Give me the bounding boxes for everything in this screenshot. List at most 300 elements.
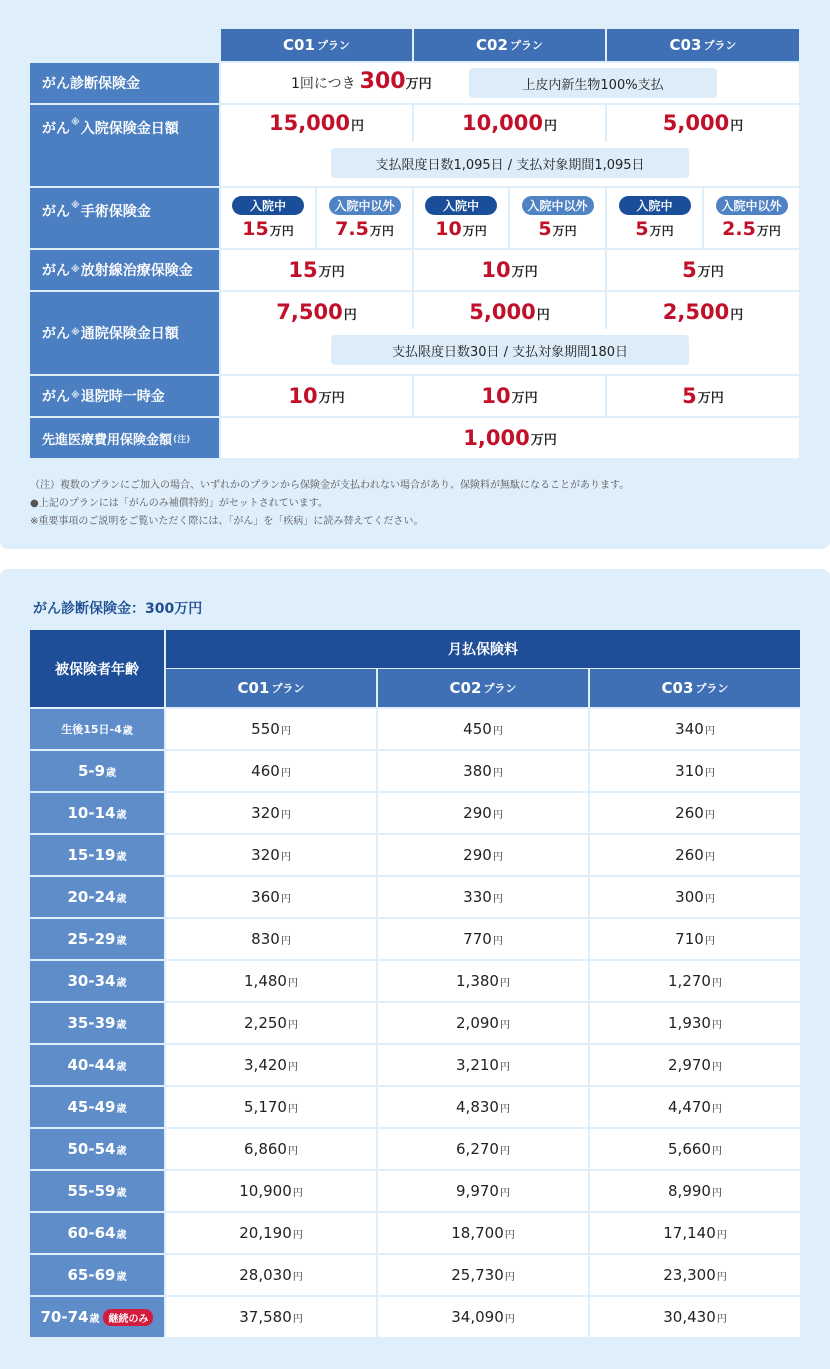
premium-amount: 37,580: [239, 1308, 292, 1326]
age-cell: [30, 1129, 164, 1169]
value-unit: 万円: [269, 224, 294, 238]
discharge-value-c02: [414, 376, 605, 416]
premium-plan-header-c02: [378, 669, 588, 707]
note-mark: ※: [71, 391, 80, 401]
divider: [605, 105, 607, 142]
yen-unit: 円: [280, 809, 291, 821]
premium-cell: [378, 1087, 588, 1127]
advanced-value: [221, 418, 799, 458]
premium-amount: 4,830: [456, 1098, 499, 1116]
premium-cell: [166, 1255, 376, 1295]
age-unit: 歳: [106, 767, 117, 779]
yen-unit: 円: [287, 1103, 298, 1115]
premium-amount: 290: [463, 846, 492, 864]
yen-unit: 円: [492, 767, 503, 779]
diagnosis-amount: [291, 69, 432, 94]
row-label-hospitalization: [30, 105, 219, 186]
premium-amount: 830: [251, 930, 280, 948]
note-mark: ※: [71, 265, 80, 275]
value-unit: 万円: [511, 390, 538, 406]
plan-suffix: プラン: [509, 39, 543, 52]
age-range: 5-9: [77, 762, 106, 780]
premium-cell: [590, 751, 800, 791]
value-unit: 万円: [462, 224, 487, 238]
footnotes: [30, 477, 800, 531]
age-range: 20-24: [67, 888, 116, 906]
age-cell: [30, 961, 164, 1001]
premium-amount: 34,090: [451, 1308, 504, 1326]
age-header: 被保険者年齢: [30, 630, 164, 707]
value-number: 10: [288, 384, 318, 408]
value-number: 5: [682, 258, 697, 282]
diagnosis-prefix: 1回につき: [291, 76, 356, 92]
premium-amount: 330: [463, 888, 492, 906]
label-post: 退院時一時金: [80, 389, 165, 405]
outpatient-note: 支払限度日数30日 / 支払対象期間180日: [331, 335, 689, 365]
age-cell: [30, 1213, 164, 1253]
premium-amount: 2,250: [244, 1014, 287, 1032]
yen-unit: 円: [492, 935, 503, 947]
radiation-value-c01: [221, 250, 412, 290]
premium-cell: [378, 793, 588, 833]
age-unit: 歳: [116, 1229, 127, 1241]
surgery-c02-outpatient: [510, 188, 605, 248]
age-range: 生後15日-4: [61, 723, 122, 736]
yen-unit: 円: [287, 1061, 298, 1073]
premium-cell: [378, 961, 588, 1001]
premium-amount: 320: [251, 846, 280, 864]
plan-suffix: プラン: [316, 39, 350, 52]
value-unit: 万円: [552, 224, 577, 238]
yen-unit: 円: [711, 977, 722, 989]
premium-cell: [378, 1003, 588, 1043]
value-unit: 円: [544, 119, 558, 134]
row-label-outpatient: [30, 292, 219, 374]
value-number: 5: [538, 218, 552, 240]
row-label-surgery: [30, 188, 219, 248]
yen-unit: 円: [287, 1019, 298, 1031]
premium-cell: [166, 1087, 376, 1127]
hospitalization-value-c02: [414, 111, 605, 135]
yen-unit: 円: [287, 1145, 298, 1157]
age-cell: [30, 709, 164, 749]
yen-unit: 円: [280, 767, 291, 779]
yen-unit: 円: [292, 1313, 303, 1325]
premium-cell: [166, 1129, 376, 1169]
age-unit: 歳: [116, 1103, 127, 1115]
plan-header-c02: [414, 29, 605, 61]
yen-unit: 円: [492, 809, 503, 821]
premium-cell: [166, 1003, 376, 1043]
footnote: （注）複数のプランにご加入の場合、いずれかのプランから保険金が支払われない場合があり、保険料が無駄になることがあります。: [30, 480, 630, 491]
premium-cell: [166, 1297, 376, 1337]
yen-unit: 円: [292, 1271, 303, 1283]
value-number: 15,000: [268, 111, 351, 135]
premium-cell: [378, 1171, 588, 1211]
yen-unit: 円: [704, 725, 715, 737]
value-number: 1,000: [463, 426, 530, 450]
plan-code: C01: [237, 679, 270, 697]
yen-unit: 円: [504, 1229, 515, 1241]
premium-cell: [590, 1171, 800, 1211]
value-unit: 円: [730, 308, 744, 323]
premium-cell: [166, 793, 376, 833]
premium-cell: [590, 877, 800, 917]
premium-amount: 3,420: [244, 1056, 287, 1074]
outpatient-value-c02: [414, 300, 605, 324]
value-unit: 円: [536, 308, 550, 323]
value-unit: 万円: [697, 390, 724, 406]
value-number: 15: [242, 218, 269, 240]
plan-code: C02: [449, 679, 482, 697]
age-range: 10-14: [67, 804, 116, 822]
premium-cell: [166, 709, 376, 749]
age-unit: 歳: [122, 725, 133, 737]
yen-unit: 円: [704, 893, 715, 905]
age-cell: [30, 1087, 164, 1127]
age-range: 45-49: [67, 1098, 116, 1116]
outpatient-value-c01: [221, 300, 412, 324]
age-unit: 歳: [116, 851, 127, 863]
premium-amount: 460: [251, 762, 280, 780]
premium-cell: [590, 1255, 800, 1295]
yen-unit: 円: [504, 1271, 515, 1283]
value-number: 7,500: [276, 300, 343, 324]
age-unit: 歳: [116, 1187, 127, 1199]
premium-amount: 4,470: [668, 1098, 711, 1116]
value-number: 2.5: [722, 218, 756, 240]
label-post: 通院保険金日額: [80, 326, 179, 342]
value-unit: 円: [343, 308, 357, 323]
hospitalization-value-c03: [607, 111, 799, 135]
yen-unit: 円: [499, 1187, 510, 1199]
plan-code: C02: [476, 36, 508, 54]
label-post: 入院保険金日額: [80, 121, 179, 137]
premium-cell: [166, 1045, 376, 1085]
premium-cell: [590, 1045, 800, 1085]
premium-cell: [590, 961, 800, 1001]
premium-cell: [166, 919, 376, 959]
value-number: 5: [635, 218, 649, 240]
age-unit: 歳: [116, 893, 127, 905]
value-number: 10: [481, 384, 511, 408]
yen-unit: 円: [499, 1103, 510, 1115]
premium-amount: 380: [463, 762, 492, 780]
yen-unit: 円: [499, 1061, 510, 1073]
age-unit: 歳: [116, 1271, 127, 1283]
premium-amount: 30,430: [663, 1308, 716, 1326]
premium-amount: 1,930: [668, 1014, 711, 1032]
value-unit: 万円: [649, 224, 674, 238]
row-label-advanced: [30, 418, 219, 458]
divider: [605, 292, 607, 329]
label-post: 放射線治療保険金: [80, 263, 193, 279]
yen-unit: 円: [280, 851, 291, 863]
radiation-value-c02: [414, 250, 605, 290]
premium-cell: [590, 1213, 800, 1253]
plan-suffix: プラン: [695, 682, 729, 695]
outpatient-cell: [221, 292, 799, 374]
plan-suffix: プラン: [483, 682, 517, 695]
age-cell: [30, 877, 164, 917]
divider: [412, 105, 414, 142]
premium-amount: 290: [463, 804, 492, 822]
premium-amount: 17,140: [663, 1224, 716, 1242]
yen-unit: 円: [280, 935, 291, 947]
outpatient-pill: 入院中以外: [329, 196, 401, 215]
diagnosis-note: 上皮内新生物100%支払: [469, 68, 717, 98]
premium-amount: 20,190: [239, 1224, 292, 1242]
yen-unit: 円: [280, 893, 291, 905]
age-range: 55-59: [67, 1182, 116, 1200]
plan-suffix: プラン: [271, 682, 305, 695]
premium-cell: [590, 1003, 800, 1043]
hospitalization-note: 支払限度日数1,095日 / 支払対象期間1,095日: [331, 148, 689, 178]
yen-unit: 円: [492, 851, 503, 863]
label-pre: がん: [42, 263, 70, 279]
hospitalization-cell: [221, 105, 799, 186]
premium-amount: 770: [463, 930, 492, 948]
label-pre: がん: [42, 204, 70, 220]
yen-unit: 円: [711, 1187, 722, 1199]
premium-amount: 5,660: [668, 1140, 711, 1158]
label-text: 先進医療費用保険金額: [42, 432, 173, 448]
note-mark: (注): [173, 434, 191, 445]
premium-amount: 360: [251, 888, 280, 906]
inpatient-pill: 入院中: [619, 196, 691, 215]
age-unit: 歳: [116, 809, 127, 821]
premium-amount: 3,210: [456, 1056, 499, 1074]
premium-cell: [590, 919, 800, 959]
hospitalization-value-c01: [221, 111, 412, 135]
premium-cell: [378, 1213, 588, 1253]
surgery-c01-outpatient: [317, 188, 412, 248]
value-unit: 万円: [756, 224, 781, 238]
age-unit: 歳: [89, 1313, 100, 1325]
age-cell: [30, 1255, 164, 1295]
age-range: 60-64: [67, 1224, 116, 1242]
premium-amount: 9,970: [456, 1182, 499, 1200]
value-unit: 万円: [511, 264, 538, 280]
outpatient-pill: 入院中以外: [716, 196, 788, 215]
yen-unit: 円: [504, 1313, 515, 1325]
age-unit: 歳: [116, 1145, 127, 1157]
yen-unit: 円: [711, 1019, 722, 1031]
yen-unit: 円: [499, 1145, 510, 1157]
premium-amount: 10,900: [239, 1182, 292, 1200]
premium-cell: [590, 709, 800, 749]
surgery-c03-inpatient: [607, 188, 702, 248]
value-number: 10,000: [461, 111, 544, 135]
premium-amount: 2,090: [456, 1014, 499, 1032]
premium-cell: [378, 1297, 588, 1337]
age-cell: [30, 793, 164, 833]
value-unit: 円: [351, 119, 365, 134]
label-pre: がん: [42, 389, 70, 405]
premium-amount: 320: [251, 804, 280, 822]
age-cell: [30, 1171, 164, 1211]
yen-unit: 円: [292, 1187, 303, 1199]
yen-unit: 円: [492, 893, 503, 905]
row-label-radiation: [30, 250, 219, 290]
premium-amount: 28,030: [239, 1266, 292, 1284]
premium-cell: [378, 751, 588, 791]
age-unit: 歳: [116, 935, 127, 947]
premium-amount: 8,990: [668, 1182, 711, 1200]
premium-amount: 2,970: [668, 1056, 711, 1074]
surgery-c03-outpatient: [704, 188, 799, 248]
age-cell: [30, 751, 164, 791]
age-unit: 歳: [116, 977, 127, 989]
label-pre: がん: [42, 121, 70, 137]
value-number: 5,000: [662, 111, 730, 135]
age-range: 30-34: [67, 972, 116, 990]
diagnosis-cell: [221, 63, 799, 103]
note-mark: ※: [71, 118, 80, 128]
age-cell: [30, 919, 164, 959]
yen-unit: 円: [492, 725, 503, 737]
yen-unit: 円: [704, 809, 715, 821]
premium-cell: [378, 709, 588, 749]
label-pre: がん: [42, 326, 70, 342]
value-unit: 万円: [530, 432, 557, 448]
inpatient-pill: 入院中: [232, 196, 304, 215]
value-number: 10: [435, 218, 462, 240]
yen-unit: 円: [499, 1019, 510, 1031]
age-range: 25-29: [67, 930, 116, 948]
premium-cell: [166, 1171, 376, 1211]
value-unit: 万円: [697, 264, 724, 280]
premium-cell: [378, 877, 588, 917]
premium-cell: [166, 751, 376, 791]
age-range: 15-19: [67, 846, 116, 864]
premium-cell: [378, 835, 588, 875]
note-mark: ※: [71, 201, 80, 211]
yen-unit: 円: [292, 1229, 303, 1241]
yen-unit: 円: [704, 851, 715, 863]
yen-unit: 円: [704, 767, 715, 779]
premium-plan-header-c03: [590, 669, 800, 707]
plan-suffix: プラン: [703, 39, 737, 52]
premium-amount: 550: [251, 720, 280, 738]
diagnosis-unit: 万円: [405, 77, 432, 92]
premium-cell: [590, 1087, 800, 1127]
note-mark: ※: [71, 328, 80, 338]
yen-unit: 円: [499, 977, 510, 989]
age-cell: [30, 1297, 164, 1337]
radiation-value-c03: [607, 250, 799, 290]
premium-table-title: がん診断保険金：300万円: [33, 601, 203, 617]
premiums-panel: [0, 569, 830, 1369]
premium-amount: 710: [675, 930, 704, 948]
yen-unit: 円: [280, 725, 291, 737]
age-cell: [30, 835, 164, 875]
yen-unit: 円: [704, 935, 715, 947]
yen-unit: 円: [711, 1061, 722, 1073]
premium-amount: 340: [675, 720, 704, 738]
value-unit: 万円: [369, 224, 394, 238]
value-number: 10: [481, 258, 511, 282]
premium-amount: 25,730: [451, 1266, 504, 1284]
value-number: 2,500: [662, 300, 730, 324]
premium-amount: 5,170: [244, 1098, 287, 1116]
premium-amount: 1,480: [244, 972, 287, 990]
premium-cell: [378, 1129, 588, 1169]
continue-only-badge: 継続のみ: [103, 1309, 153, 1326]
row-label-discharge: [30, 376, 219, 416]
premium-amount: 1,270: [668, 972, 711, 990]
age-cell: [30, 1003, 164, 1043]
premium-amount: 6,270: [456, 1140, 499, 1158]
premium-cell: [590, 835, 800, 875]
label-post: 手術保険金: [80, 204, 151, 220]
footnote: ※重要事項のご説明をご覧いただく際には、「がん」を「疾病」に読み替えてください。: [30, 516, 424, 527]
age-cell: [30, 1045, 164, 1085]
premium-cell: [378, 919, 588, 959]
yen-unit: 円: [716, 1313, 727, 1325]
premium-amount: 300: [675, 888, 704, 906]
premium-cell: [166, 961, 376, 1001]
yen-unit: 円: [716, 1271, 727, 1283]
age-unit: 歳: [116, 1019, 127, 1031]
premium-cell: [166, 877, 376, 917]
value-number: 5,000: [469, 300, 536, 324]
premium-cell: [166, 1213, 376, 1253]
row-label-diagnosis: [30, 63, 219, 103]
premium-cell: [590, 793, 800, 833]
premium-cell: [378, 1255, 588, 1295]
divider: [412, 292, 414, 329]
value-number: 5: [682, 384, 697, 408]
row-label-text: がん診断保険金: [42, 76, 140, 92]
premium-amount: 6,860: [244, 1140, 287, 1158]
value-unit: 万円: [318, 264, 345, 280]
value-number: 15: [288, 258, 318, 282]
premium-amount: 23,300: [663, 1266, 716, 1284]
value-number: 7.5: [335, 218, 369, 240]
outpatient-value-c03: [607, 300, 799, 324]
monthly-premium-header: 月払保険料: [166, 630, 800, 668]
yen-unit: 円: [287, 977, 298, 989]
premium-cell: [378, 1045, 588, 1085]
premium-amount: 310: [675, 762, 704, 780]
plan-code: C03: [661, 679, 694, 697]
plan-header-c03: [607, 29, 799, 61]
value-unit: 万円: [318, 390, 345, 406]
plan-code: C01: [283, 36, 315, 54]
value-unit: 円: [730, 119, 744, 134]
premium-amount: 1,380: [456, 972, 499, 990]
discharge-value-c01: [221, 376, 412, 416]
surgery-c01-inpatient: [221, 188, 315, 248]
premium-amount: 450: [463, 720, 492, 738]
premium-cell: [166, 835, 376, 875]
footnote: ●上記のプランには「がんのみ補償特約」がセットされています。: [30, 498, 328, 509]
premium-amount: 18,700: [451, 1224, 504, 1242]
yen-unit: 円: [711, 1145, 722, 1157]
age-range: 40-44: [67, 1056, 116, 1074]
yen-unit: 円: [716, 1229, 727, 1241]
diagnosis-value: 300: [359, 69, 406, 94]
premium-plan-header-c01: [166, 669, 376, 707]
plan-code: C03: [669, 36, 702, 54]
outpatient-pill: 入院中以外: [522, 196, 594, 215]
discharge-value-c03: [607, 376, 799, 416]
plan-header-c01: [221, 29, 412, 61]
age-unit: 歳: [116, 1061, 127, 1073]
age-range: 70-74: [40, 1308, 89, 1326]
yen-unit: 円: [711, 1103, 722, 1115]
